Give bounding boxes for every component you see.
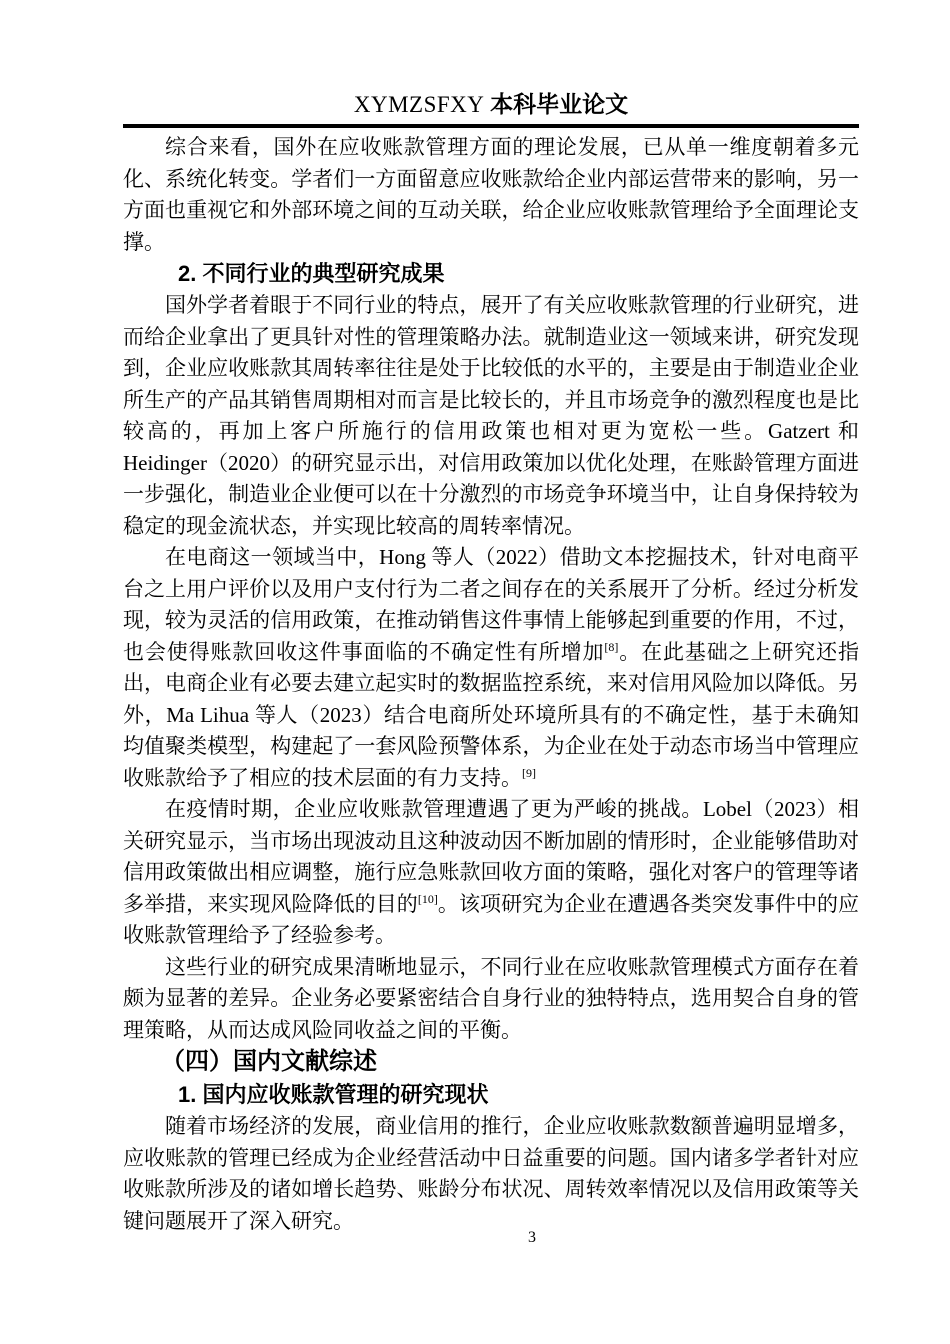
header-title-cn: 本科毕业论文 bbox=[490, 92, 629, 117]
page-content bbox=[123, 91, 859, 1237]
paragraph-foreign-theory-summary: 综合来看，国外在应收账款管理方面的理论发展，已从单一维度朝着多元化、系统化转变。学者们一方面留意应收账款给企业内部运营带来的影响，另一方面也重视它和外部环境之间的互动关联，给企业应收账款管理给予全面理论支撑。 bbox=[123, 135, 859, 254]
subsection-heading-industry-findings: 2. 不同行业的典型研究成果 bbox=[178, 261, 445, 286]
page-number: 3 bbox=[528, 1229, 536, 1246]
subsection-heading-domestic-research-status: 1. 国内应收账款管理的研究现状 bbox=[178, 1082, 489, 1107]
document-header bbox=[123, 91, 859, 128]
paragraph-pandemic-research: 在疫情时期，企业应收账款管理遭遇了更为严峻的挑战。Lobel（2023）相关研究显示，当市场出现波动且这种波动因不断加剧的情形时，企业能够借助对信用政策做出相应调整，施行应急账款回收方面的策略，强化对客户的管理等诸多举措，来实现风险降低的目的[10]。该项研究为企业在遭遇各类突发事件中的应收账款管理给予了经验参考。 bbox=[123, 797, 860, 947]
paragraph-industry-conclusion: 这些行业的研究成果清晰地显示，不同行业在应收账款管理模式方面存在着颇为显著的差异。企业务必要紧密结合自身行业的独特特点，选用契合自身的管理策略，从而达成风险同收益之间的平衡。 bbox=[123, 954, 859, 1042]
paragraph-ecommerce-research: 在电商这一领域当中，Hong 等人（2022）借助文本挖掘技术，针对电商平台之上用户评价以及用户支付行为二者之间存在的关系展开了分析。经过分析发现，较为灵活的信用政策，在推动销售这件事情上能够起到重要的作用，不过，也会使得账款回收这件事面临的不确定性有所增加[8]。在此基础之上研究还指出，电商企业有必要去建立起实时的数据监控系统，来对信用风险加以降低。另外，Ma Lihua 等人（2023）结合电商所处环境所具有的不确定性，基于未确知均值聚类模型，构建起了一套风险预警体系，为企业在处于动态市场当中管理应收账款给予了相应的技术层面的有力支持。[9] bbox=[123, 545, 860, 790]
paragraph-domestic-research-intro: 随着市场经济的发展，商业信用的推行，企业应收账款数额普遍明显增多，应收账款的管理已经成为企业经营活动中日益重要的问题。国内诸多学者针对应收账款所涉及的诸如增长趋势、账龄分布状况、周转效率情况以及信用政策等关键问题展开了深入研究。 bbox=[123, 1114, 859, 1233]
paragraph-manufacturing-research: 国外学者着眼于不同行业的特点，展开了有关应收账款管理的行业研究，进而给企业拿出了更具针对性的管理策略办法。就制造业这一领域来讲，研究发现到，企业应收账款其周转率往往是处于比较低的水平的，主要是由于制造业企业所生产的产品其销售周期相对而言是比较长的，并且市场竞争的激烈程度也是比较高的，再加上客户所施行的信用政策也相对更为宽松一些。Gatzert 和 Heidinger（2020）的研究显示出，对信用政策加以优化处理，在账龄管理方面进一步强化，制造业企业便可以在十分激烈的市场竞争环境当中，让自身保持较为稳定的现金流状态，并实现比较高的周转率情况。 bbox=[123, 293, 859, 538]
section-heading-domestic-literature-review: （四）国内文献综述 bbox=[161, 1049, 377, 1075]
header-title-latin: XYMZSFXY bbox=[353, 92, 485, 117]
